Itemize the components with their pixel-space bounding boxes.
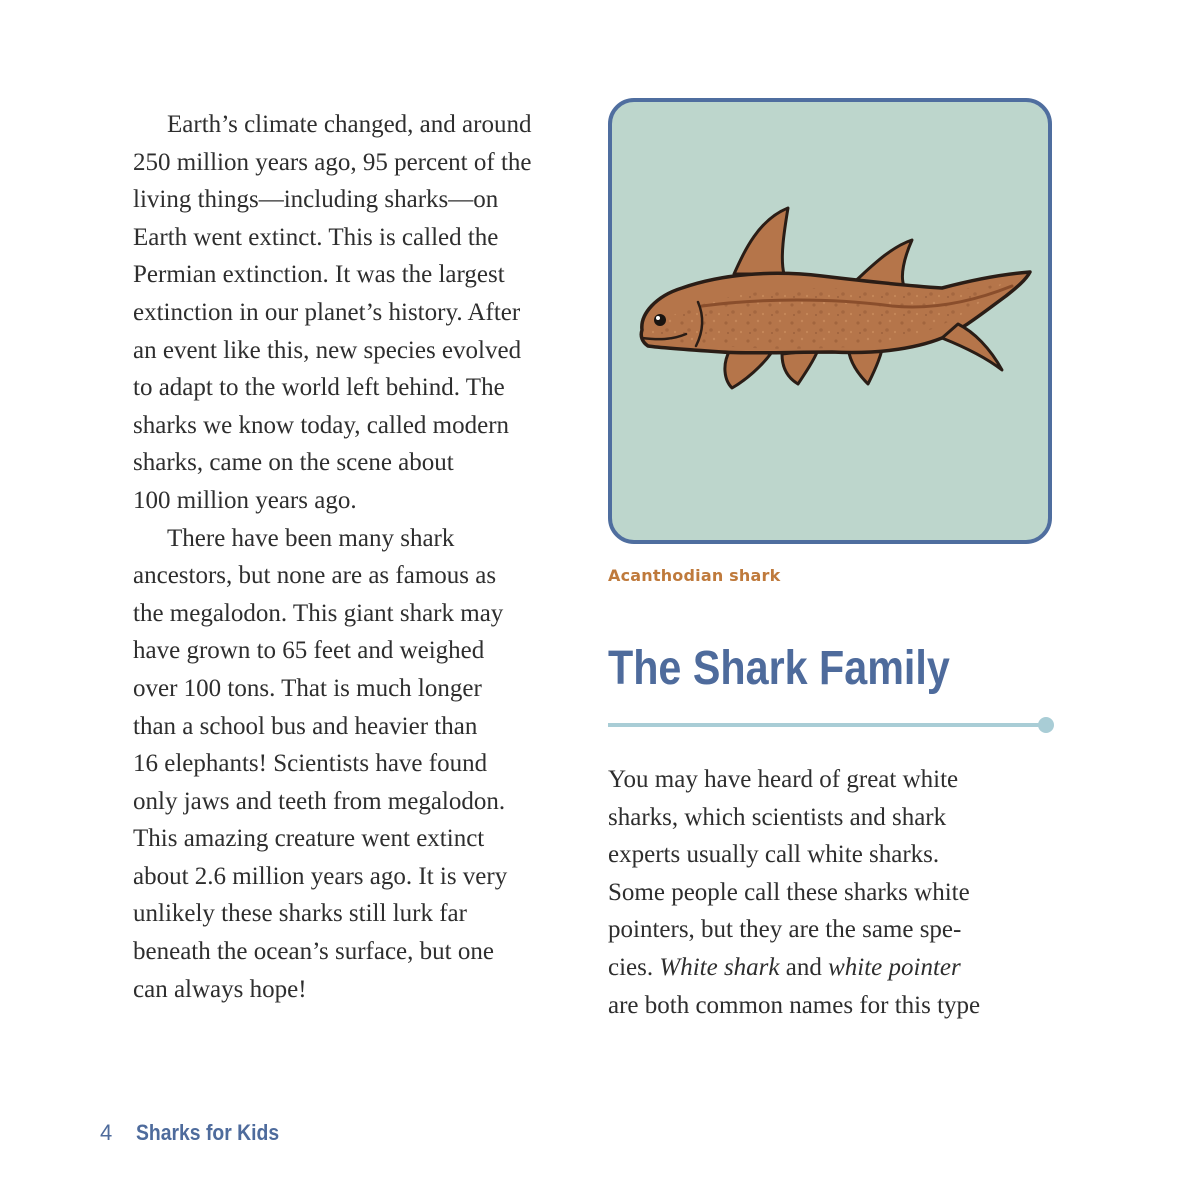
text-line: have grown to 65 feet and weighed	[133, 637, 485, 665]
text-run: cies.	[608, 953, 660, 981]
text-line: to adapt to the world left behind. The	[133, 374, 505, 402]
eye	[654, 314, 666, 326]
text-line: beneath the ocean’s surface, but one	[133, 938, 494, 966]
text-line: Some people call these sharks white	[608, 878, 970, 906]
text-line: This amazing creature went extinct	[133, 825, 485, 853]
text-line: There have been many shark	[167, 524, 455, 552]
text-line: ancestors, but none are as famous as	[133, 562, 497, 590]
text-line: sharks, which scientists and shark	[608, 803, 947, 831]
text-line: are both common names for this type	[608, 991, 981, 1019]
italic-term-white-shark: White shark	[659, 953, 780, 981]
text-line: Earth went extinct. This is called the	[133, 223, 499, 251]
text-line-with-italics	[608, 949, 1058, 987]
pectoral-fin	[725, 350, 772, 388]
text-line: an event like this, new species evolved	[133, 336, 522, 364]
text-line: the megalodon. This giant shark may	[133, 599, 504, 627]
text-line: Permian extinction. It was the largest	[133, 261, 505, 289]
text-line: sharks we know today, called modern	[133, 411, 510, 439]
text-line: 100 million years ago.	[133, 486, 357, 514]
section-title: The Shark Family	[608, 642, 950, 695]
divider-dot	[1038, 717, 1054, 733]
text-line: 250 million years ago, 95 percent of the	[133, 148, 532, 176]
text-line: can always hope!	[133, 975, 307, 1003]
paragraph-shark-family	[608, 761, 1058, 1024]
text-line: about 2.6 million years ago. It is very	[133, 862, 508, 890]
text-line: over 100 tons. That is much longer	[133, 674, 482, 702]
paragraph-megalodon	[133, 520, 573, 1009]
acanthodian-shark-illustration	[612, 102, 1048, 540]
text-line: only jaws and teeth from megalodon.	[133, 787, 506, 815]
text-line: unlikely these sharks still lurk far	[133, 900, 467, 928]
left-column	[133, 106, 573, 1008]
text-line: than a school bus and heavier than	[133, 712, 478, 740]
figure-caption: Acanthodian shark	[608, 566, 781, 585]
text-run: and	[779, 953, 829, 981]
text-line: You may have heard of great white	[608, 766, 959, 793]
text-line: experts usually call white sharks.	[608, 841, 940, 869]
page-footer	[100, 1120, 299, 1146]
page-number: 4	[100, 1120, 113, 1145]
pelvic-fin	[782, 350, 818, 384]
italic-term-white-pointer: white pointer	[828, 953, 961, 981]
book-title: Sharks for Kids	[136, 1120, 280, 1145]
text-line: extinction in our planet’s history. After	[133, 298, 521, 326]
divider-line	[608, 723, 1048, 727]
text-line: 16 elephants! Scientists have found	[133, 750, 488, 778]
first-dorsal-fin	[734, 208, 788, 274]
text-line: pointers, but they are the same spe-	[608, 916, 962, 944]
right-column	[608, 98, 1058, 1024]
text-line: living things—including sharks—on	[133, 186, 499, 214]
tail-fin	[942, 324, 1002, 370]
text-line: Earth’s climate changed, and around	[167, 111, 532, 138]
shark-illustration-frame	[608, 98, 1052, 544]
section-divider	[608, 717, 1054, 733]
text-line: sharks, came on the scene about	[133, 449, 454, 477]
paragraph-permian-extinction	[133, 106, 573, 520]
